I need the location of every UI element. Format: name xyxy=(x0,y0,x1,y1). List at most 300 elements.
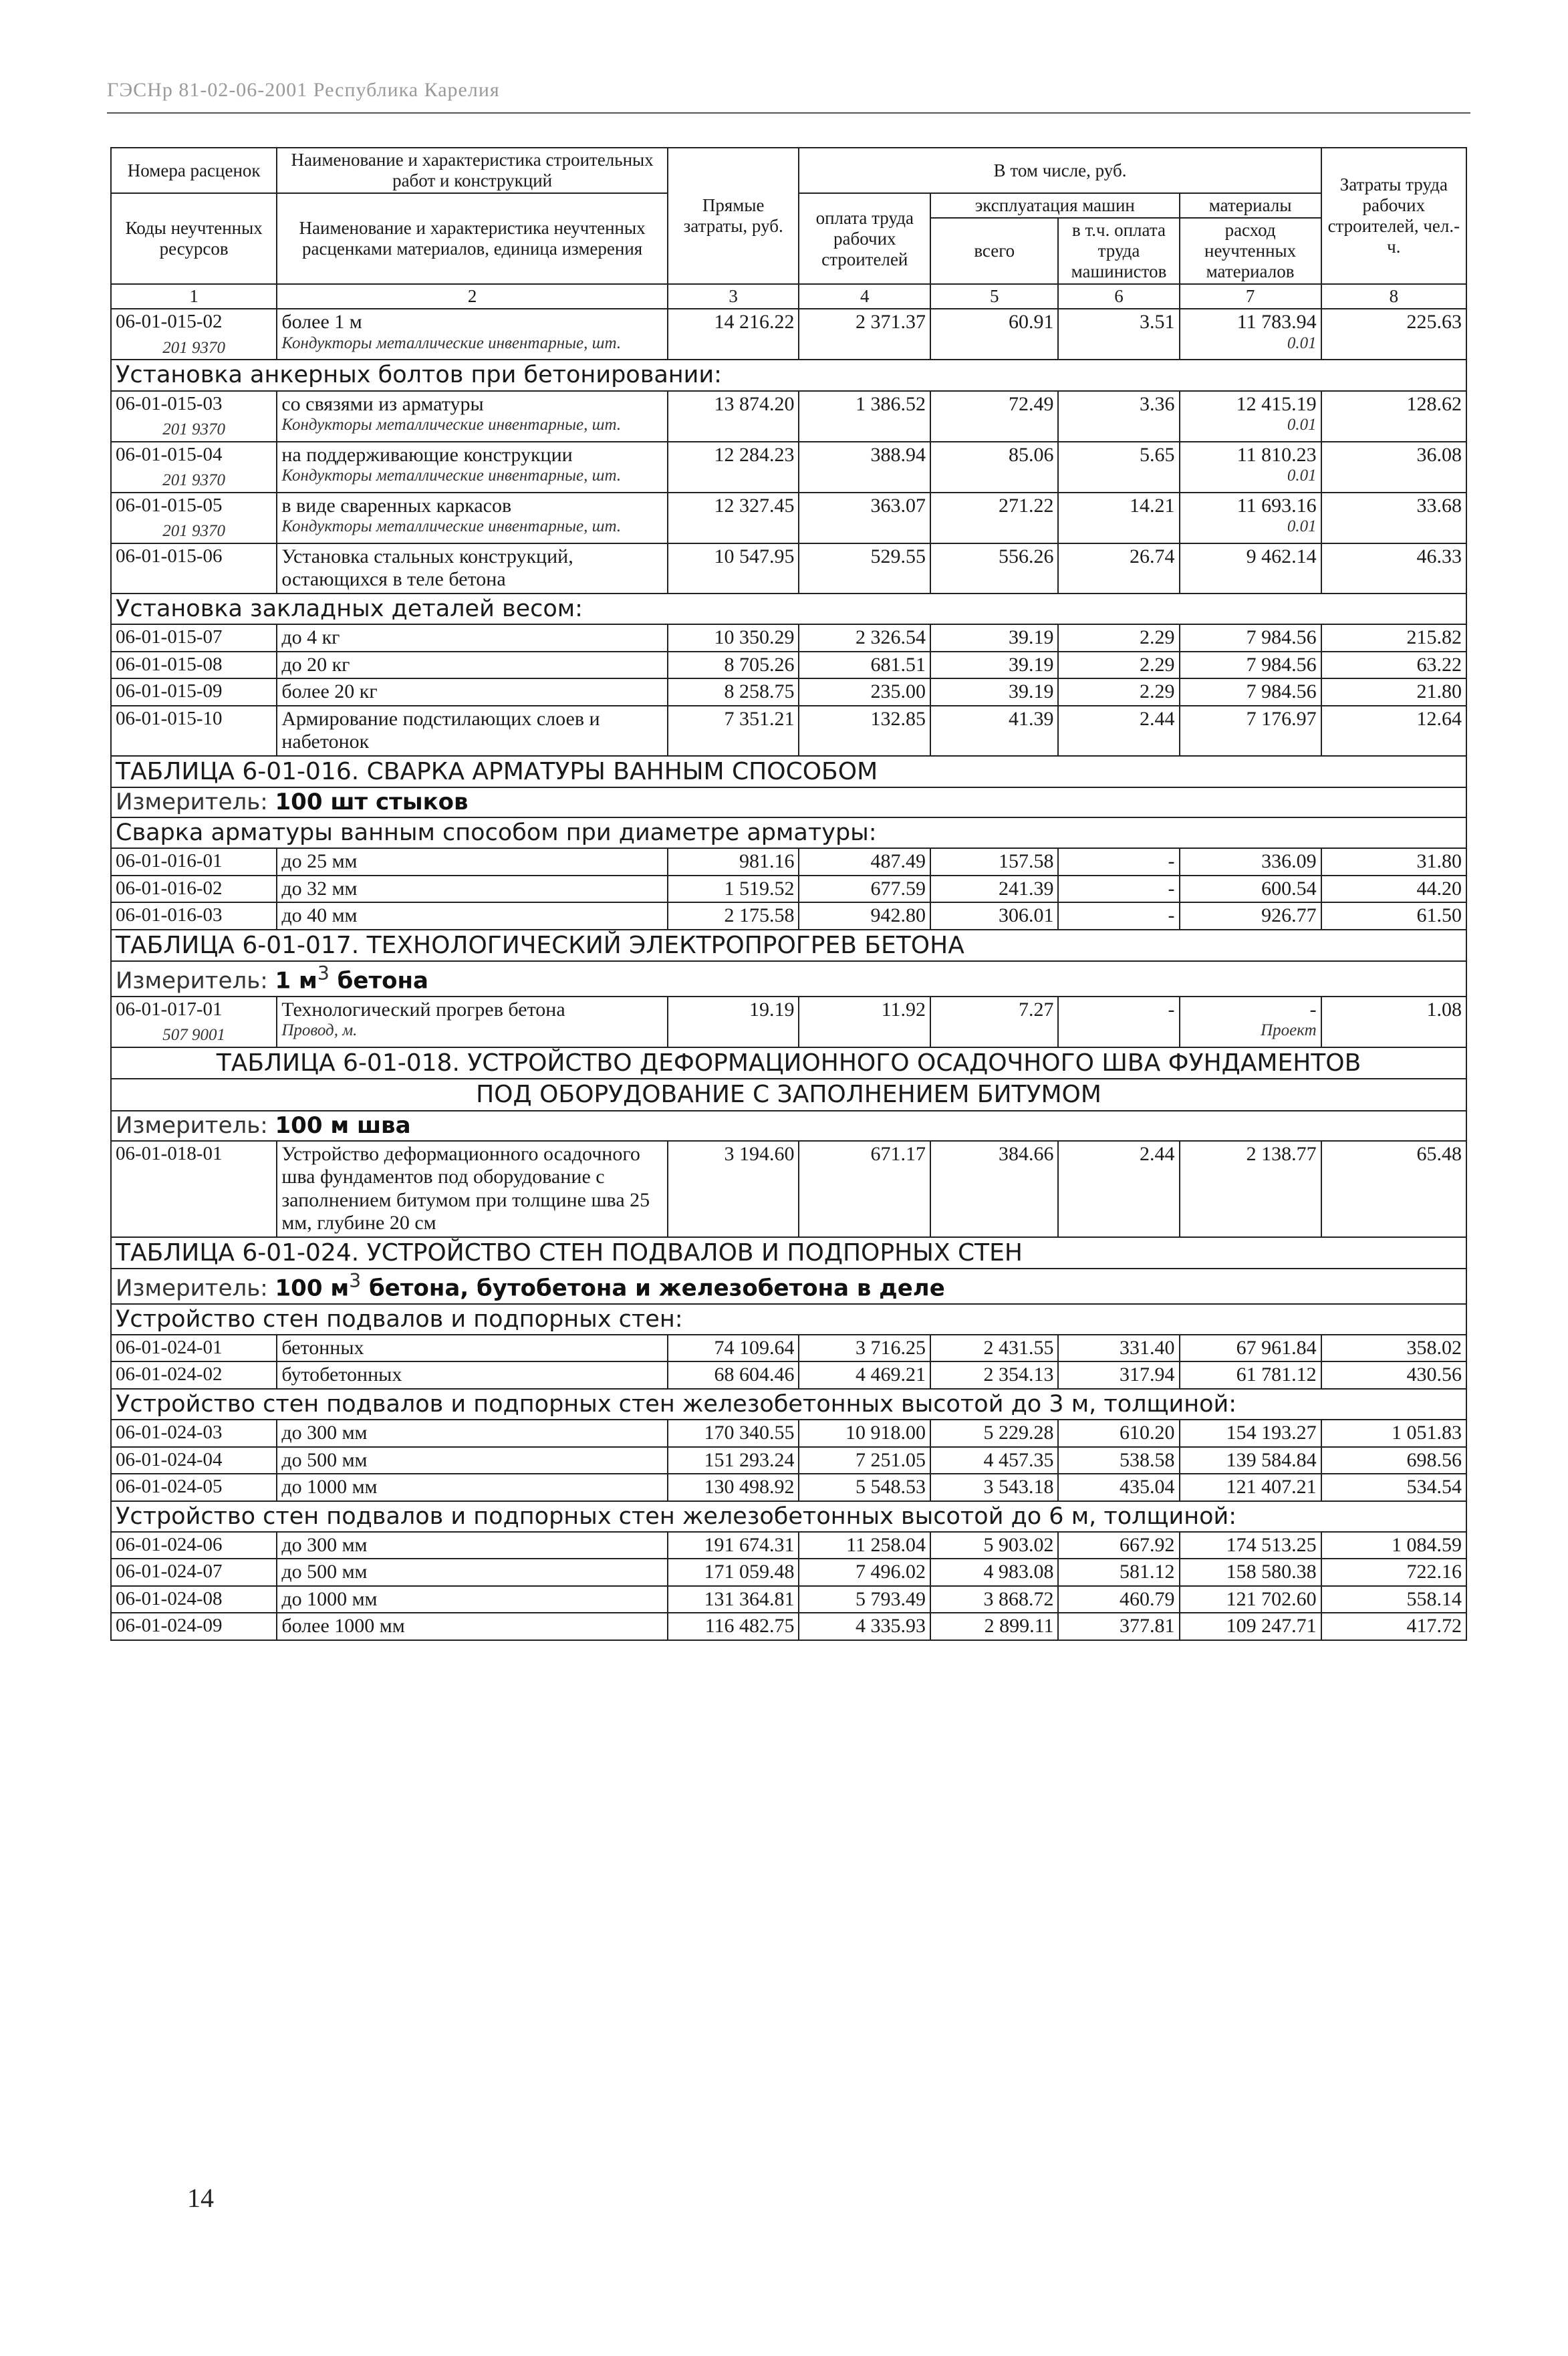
machine-cost-cell-value: 157.58 xyxy=(998,850,1054,873)
material-cost-cell xyxy=(1180,1447,1321,1474)
direct-cost-cell xyxy=(668,902,799,930)
direct-cost-cell xyxy=(668,391,799,442)
rate-code: 06-01-024-08 xyxy=(116,1587,223,1609)
header-resource-codes: Коды неучтенных ресурсов xyxy=(111,193,277,284)
work-name: Устройство деформационного осадочного шва фундаментов под оборудование с заполнением битумом при толщине шва 25 мм, глубине 20 см xyxy=(281,1142,650,1234)
machine-cost-cell xyxy=(930,543,1058,594)
operator-wage-cell xyxy=(1058,1559,1179,1586)
rate-code: 06-01-024-01 xyxy=(116,1336,223,1358)
material-cost-cell xyxy=(1180,848,1321,876)
work-name: более 20 кг xyxy=(281,680,378,703)
machine-cost-cell xyxy=(930,391,1058,442)
table-title-row xyxy=(111,930,1466,961)
labor-hours-cell-value: 44.20 xyxy=(1416,877,1462,900)
work-name-cell xyxy=(277,1586,668,1613)
labor-hours-cell xyxy=(1321,1141,1466,1237)
labor-hours-cell-value: 534.54 xyxy=(1406,1476,1462,1498)
operator-wage-cell-value: 2.29 xyxy=(1140,626,1175,649)
rate-code-cell xyxy=(111,1474,277,1501)
rate-code-cell xyxy=(111,652,277,679)
table-row xyxy=(111,706,1466,756)
direct-cost-cell-value: 8 705.26 xyxy=(724,653,795,676)
labor-wage-cell-value: 11 258.04 xyxy=(846,1533,926,1556)
operator-wage-cell-value: - xyxy=(1168,998,1175,1021)
operator-wage-cell xyxy=(1058,1361,1179,1389)
header-machines-total: всего xyxy=(930,218,1058,284)
labor-hours-cell xyxy=(1321,1532,1466,1559)
rate-code-cell xyxy=(111,997,277,1047)
operator-wage-cell xyxy=(1058,1141,1179,1237)
machine-cost-cell xyxy=(930,1420,1058,1447)
table-row xyxy=(111,1141,1466,1237)
section-heading: Установка анкерных болтов при бетонировании: xyxy=(111,360,1466,390)
material-cost-cell-value: 600.54 xyxy=(1261,877,1317,900)
machine-cost-cell xyxy=(930,493,1058,543)
header-operator-wages: в т.ч. оплата труда машинистов xyxy=(1058,218,1179,284)
labor-hours-cell-value: 430.56 xyxy=(1406,1363,1462,1386)
direct-cost-cell-value: 981.16 xyxy=(739,850,795,873)
rate-code: 06-01-024-09 xyxy=(116,1615,223,1637)
direct-cost-cell xyxy=(668,1361,799,1389)
machine-cost-cell xyxy=(930,706,1058,756)
rate-code: 06-01-024-07 xyxy=(116,1561,223,1583)
labor-wage-cell xyxy=(799,1361,930,1389)
table-row xyxy=(111,624,1466,652)
direct-cost-cell-value: 12 284.23 xyxy=(714,443,795,466)
work-name-cell xyxy=(277,1447,668,1474)
material-cost-cell xyxy=(1180,997,1321,1047)
machine-cost-cell xyxy=(930,876,1058,903)
labor-wage-cell xyxy=(799,543,930,594)
operator-wage-cell-value: 26.74 xyxy=(1130,545,1175,567)
labor-wage-cell xyxy=(799,1141,930,1237)
labor-hours-cell xyxy=(1321,1447,1466,1474)
running-header: ГЭСНр 81-02-06-2001 Республика Карелия xyxy=(107,79,500,101)
work-name: в виде сваренных каркасов xyxy=(281,494,512,517)
resource-quantity: 0.01 xyxy=(1287,467,1317,485)
rate-code: 06-01-015-04 xyxy=(116,443,223,465)
machine-cost-cell xyxy=(930,1447,1058,1474)
labor-wage-cell xyxy=(799,876,930,903)
rate-code-cell xyxy=(111,1586,277,1613)
header-labor-wages: оплата труда рабочих строителей xyxy=(799,193,930,284)
work-name: на поддерживающие конструкции xyxy=(281,443,573,466)
labor-hours-cell xyxy=(1321,309,1466,360)
labor-wage-cell xyxy=(799,997,930,1047)
section-heading: Сварка арматуры ванным способом при диаметре арматуры: xyxy=(111,817,1466,848)
meter-value: 100 м шва xyxy=(275,1111,411,1139)
operator-wage-cell xyxy=(1058,1447,1179,1474)
labor-wage-cell-value: 7 251.05 xyxy=(856,1448,926,1471)
header-including-group: В том числе, руб. xyxy=(799,148,1321,193)
resource-code: 201 9370 xyxy=(162,420,226,439)
labor-hours-cell xyxy=(1321,902,1466,930)
machine-cost-cell-value: 271.22 xyxy=(998,494,1054,517)
operator-wage-cell-value: 3.36 xyxy=(1140,392,1175,415)
machine-cost-cell-value: 2 431.55 xyxy=(983,1336,1054,1359)
rate-code-cell xyxy=(111,678,277,706)
material-cost-cell xyxy=(1180,1532,1321,1559)
resource-name: Кондукторы металлические инвентарные, шт. xyxy=(281,416,622,434)
meter-superscript: 3 xyxy=(349,1270,362,1293)
labor-hours-cell xyxy=(1321,678,1466,706)
machine-cost-cell-value: 85.06 xyxy=(1008,443,1054,466)
header-unaccounted-materials: расход неучтенных материалов xyxy=(1180,218,1321,284)
rate-code: 06-01-015-03 xyxy=(116,392,223,414)
labor-wage-cell-value: 942.80 xyxy=(870,904,926,927)
material-cost-cell-value: 121 407.21 xyxy=(1226,1476,1317,1498)
table-body xyxy=(111,309,1466,1640)
direct-cost-cell-value: 8 258.75 xyxy=(724,680,795,703)
work-name-cell xyxy=(277,543,668,594)
labor-hours-cell xyxy=(1321,624,1466,652)
operator-wage-cell xyxy=(1058,1335,1179,1362)
meter-value: 1 м xyxy=(275,967,317,995)
direct-cost-cell xyxy=(668,493,799,543)
machine-cost-cell xyxy=(930,902,1058,930)
material-cost-cell-value: 336.09 xyxy=(1261,850,1317,873)
labor-wage-cell-value: 529.55 xyxy=(870,545,926,567)
rate-code: 06-01-016-03 xyxy=(116,904,223,926)
unit-of-measure xyxy=(111,787,1466,817)
operator-wage-cell-value: 667.92 xyxy=(1120,1533,1175,1556)
work-name: до 4 кг xyxy=(281,626,340,649)
direct-cost-cell-value: 151 293.24 xyxy=(704,1448,795,1471)
machine-cost-cell-value: 3 868.72 xyxy=(983,1587,1054,1610)
operator-wage-cell-value: 3.51 xyxy=(1140,311,1175,334)
work-name: Технологический прогрев бетона xyxy=(281,998,565,1021)
labor-hours-cell-value: 31.80 xyxy=(1416,850,1462,873)
material-cost-cell-value: 7 984.56 xyxy=(1246,626,1317,649)
rate-code: 06-01-015-09 xyxy=(116,680,223,702)
direct-cost-cell-value: 10 547.95 xyxy=(714,545,795,567)
machine-cost-cell-value: 241.39 xyxy=(998,877,1054,900)
operator-wage-cell-value: 377.81 xyxy=(1120,1615,1175,1638)
rate-code: 06-01-024-06 xyxy=(116,1533,223,1555)
column-number: 6 xyxy=(1058,284,1179,309)
material-cost-cell-value: 12 415.19 xyxy=(1236,392,1317,415)
direct-cost-cell xyxy=(668,1559,799,1586)
machine-cost-cell-value: 2 354.13 xyxy=(983,1363,1054,1386)
work-name-cell xyxy=(277,442,668,493)
work-name: до 500 мм xyxy=(281,1448,368,1471)
rate-code: 06-01-024-05 xyxy=(116,1476,223,1498)
direct-cost-cell-value: 7 351.21 xyxy=(724,707,795,730)
machine-cost-cell xyxy=(930,1141,1058,1237)
labor-hours-cell-value: 65.48 xyxy=(1416,1142,1462,1165)
section-row xyxy=(111,1389,1466,1420)
section-heading: Устройство стен подвалов и подпорных стен железобетонных высотой до 3 м, толщиной: xyxy=(111,1389,1466,1420)
operator-wage-cell-value: 435.04 xyxy=(1120,1476,1175,1498)
labor-wage-cell xyxy=(799,1586,930,1613)
material-cost-cell xyxy=(1180,652,1321,679)
work-name: до 32 мм xyxy=(281,877,358,900)
labor-hours-cell-value: 61.50 xyxy=(1416,904,1462,927)
rate-code-cell xyxy=(111,391,277,442)
operator-wage-cell-value: 610.20 xyxy=(1120,1422,1175,1444)
material-cost-cell-value: 174 513.25 xyxy=(1226,1533,1317,1556)
material-cost-cell-value: 11 783.94 xyxy=(1236,311,1317,334)
table-row xyxy=(111,442,1466,493)
labor-hours-cell-value: 36.08 xyxy=(1416,443,1462,466)
resource-quantity: 0.01 xyxy=(1287,334,1317,352)
direct-cost-cell-value: 19.19 xyxy=(749,998,795,1021)
material-cost-cell-value: 2 138.77 xyxy=(1246,1142,1317,1165)
material-cost-cell-value: 9 462.14 xyxy=(1246,545,1317,567)
labor-wage-cell-value: 4 469.21 xyxy=(856,1363,926,1386)
table-row xyxy=(111,678,1466,706)
operator-wage-cell-value: - xyxy=(1168,850,1175,873)
table-row xyxy=(111,876,1466,903)
work-name: до 1000 мм xyxy=(281,1476,378,1498)
resource-code: 201 9370 xyxy=(162,338,226,357)
labor-wage-cell-value: 132.85 xyxy=(870,707,926,730)
table-row xyxy=(111,1586,1466,1613)
direct-cost-cell-value: 74 109.64 xyxy=(714,1336,795,1359)
labor-wage-cell xyxy=(799,493,930,543)
section-row xyxy=(111,817,1466,848)
labor-wage-cell xyxy=(799,1447,930,1474)
labor-wage-cell-value: 2 371.37 xyxy=(856,311,926,334)
direct-cost-cell xyxy=(668,1532,799,1559)
work-name-cell xyxy=(277,1474,668,1501)
table-row xyxy=(111,1420,1466,1447)
meter-row xyxy=(111,787,1466,817)
operator-wage-cell xyxy=(1058,902,1179,930)
material-cost-cell-value: - xyxy=(1309,998,1317,1021)
material-cost-cell-value: 139 584.84 xyxy=(1226,1448,1317,1471)
material-cost-cell xyxy=(1180,1335,1321,1362)
resource-name: Кондукторы металлические инвентарные, шт. xyxy=(281,334,622,352)
operator-wage-cell-value: - xyxy=(1168,904,1175,927)
rate-code: 06-01-015-07 xyxy=(116,626,223,648)
work-name-cell xyxy=(277,706,668,756)
operator-wage-cell-value: 331.40 xyxy=(1120,1336,1175,1359)
operator-wage-cell-value: 317.94 xyxy=(1120,1363,1175,1386)
machine-cost-cell xyxy=(930,1532,1058,1559)
table-018-title-line2: ПОД ОБОРУДОВАНИЕ С ЗАПОЛНЕНИЕМ БИТУМОМ xyxy=(111,1079,1466,1110)
operator-wage-cell xyxy=(1058,1613,1179,1640)
table-018-title-line1: ТАБЛИЦА 6-01-018. УСТРОЙСТВО ДЕФОРМАЦИОННОГО ОСАДОЧНОГО ШВА ФУНДАМЕНТОВ xyxy=(111,1047,1466,1079)
direct-cost-cell xyxy=(668,876,799,903)
unit-of-measure xyxy=(111,1111,1466,1141)
table-row xyxy=(111,1613,1466,1640)
table-row xyxy=(111,493,1466,543)
operator-wage-cell xyxy=(1058,391,1179,442)
rate-code: 06-01-016-01 xyxy=(116,850,223,872)
meter-row xyxy=(111,1111,1466,1141)
labor-hours-cell-value: 1 051.83 xyxy=(1392,1422,1462,1444)
operator-wage-cell xyxy=(1058,997,1179,1047)
operator-wage-cell xyxy=(1058,876,1179,903)
rate-code: 06-01-015-05 xyxy=(116,494,223,516)
labor-hours-cell xyxy=(1321,442,1466,493)
column-number: 3 xyxy=(668,284,799,309)
material-cost-cell-value: 61 781.12 xyxy=(1236,1363,1317,1386)
material-cost-cell xyxy=(1180,1559,1321,1586)
labor-hours-cell-value: 558.14 xyxy=(1406,1587,1462,1610)
machine-cost-cell-value: 39.19 xyxy=(1008,653,1054,676)
table-017-title: ТАБЛИЦА 6-01-017. ТЕХНОЛОГИЧЕСКИЙ ЭЛЕКТРОПРОГРЕВ БЕТОНА xyxy=(111,930,1466,961)
material-cost-cell xyxy=(1180,678,1321,706)
work-name: Армирование подстилающих слоев и набетонок xyxy=(281,707,600,753)
operator-wage-cell xyxy=(1058,442,1179,493)
labor-wage-cell xyxy=(799,1559,930,1586)
labor-wage-cell xyxy=(799,902,930,930)
labor-hours-cell-value: 1.08 xyxy=(1426,998,1462,1021)
machine-cost-cell xyxy=(930,1335,1058,1362)
meter-value: 100 шт стыков xyxy=(275,789,469,816)
material-cost-cell-value: 11 810.23 xyxy=(1236,443,1317,466)
direct-cost-cell xyxy=(668,442,799,493)
material-cost-cell-value: 154 193.27 xyxy=(1226,1422,1317,1444)
header-labor-hours: Затраты труда рабочих строителей, чел.-ч. xyxy=(1321,148,1466,284)
direct-cost-cell xyxy=(668,997,799,1047)
direct-cost-cell xyxy=(668,1141,799,1237)
direct-cost-cell xyxy=(668,1335,799,1362)
table-title-row xyxy=(111,756,1466,787)
work-name: до 40 мм xyxy=(281,904,358,927)
material-cost-cell xyxy=(1180,1420,1321,1447)
work-name-cell xyxy=(277,391,668,442)
work-name-cell xyxy=(277,1141,668,1237)
machine-cost-cell xyxy=(930,848,1058,876)
labor-hours-cell xyxy=(1321,1586,1466,1613)
material-cost-cell-value: 926.77 xyxy=(1261,904,1317,927)
machine-cost-cell-value: 4 983.08 xyxy=(983,1561,1054,1583)
direct-cost-cell-value: 68 604.46 xyxy=(714,1363,795,1386)
material-cost-cell-value: 67 961.84 xyxy=(1236,1336,1317,1359)
rate-code: 06-01-015-06 xyxy=(116,545,223,567)
direct-cost-cell xyxy=(668,848,799,876)
machine-cost-cell-value: 306.01 xyxy=(998,904,1054,927)
operator-wage-cell xyxy=(1058,678,1179,706)
labor-wage-cell-value: 681.51 xyxy=(870,653,926,676)
labor-wage-cell-value: 3 716.25 xyxy=(856,1336,926,1359)
material-cost-cell xyxy=(1180,391,1321,442)
direct-cost-cell-value: 10 350.29 xyxy=(714,626,795,649)
rate-code-cell xyxy=(111,876,277,903)
material-cost-cell xyxy=(1180,442,1321,493)
operator-wage-cell xyxy=(1058,493,1179,543)
resource-name: Кондукторы металлические инвентарные, шт. xyxy=(281,467,622,485)
labor-wage-cell-value: 1 386.52 xyxy=(856,392,926,415)
rate-code: 06-01-017-01 xyxy=(116,998,223,1020)
rate-code: 06-01-018-01 xyxy=(116,1142,223,1164)
direct-cost-cell-value: 2 175.58 xyxy=(724,904,795,927)
column-number: 5 xyxy=(930,284,1058,309)
operator-wage-cell-value: 14.21 xyxy=(1130,494,1175,517)
labor-wage-cell-value: 677.59 xyxy=(870,877,926,900)
work-name: более 1000 мм xyxy=(281,1615,405,1638)
material-cost-cell xyxy=(1180,1141,1321,1237)
machine-cost-cell xyxy=(930,1559,1058,1586)
direct-cost-cell-value: 14 216.22 xyxy=(714,311,795,334)
operator-wage-cell-value: 581.12 xyxy=(1120,1561,1175,1583)
header-direct-costs: Прямые затраты, руб. xyxy=(668,148,799,284)
section-row xyxy=(111,360,1466,390)
labor-hours-cell xyxy=(1321,1420,1466,1447)
material-cost-cell-value: 7 984.56 xyxy=(1246,653,1317,676)
machine-cost-cell xyxy=(930,652,1058,679)
machine-cost-cell xyxy=(930,1474,1058,1501)
material-cost-cell xyxy=(1180,309,1321,360)
rate-code-cell xyxy=(111,1335,277,1362)
operator-wage-cell xyxy=(1058,1420,1179,1447)
labor-hours-cell xyxy=(1321,1335,1466,1362)
rate-code-cell xyxy=(111,848,277,876)
column-number: 8 xyxy=(1321,284,1466,309)
column-number: 1 xyxy=(111,284,277,309)
labor-hours-cell xyxy=(1321,391,1466,442)
labor-wage-cell-value: 235.00 xyxy=(870,680,926,703)
labor-hours-cell xyxy=(1321,1559,1466,1586)
labor-hours-cell-value: 12.64 xyxy=(1416,707,1462,730)
work-name: бетонных xyxy=(281,1336,364,1359)
labor-hours-cell-value: 417.72 xyxy=(1406,1615,1462,1638)
rate-code-cell xyxy=(111,1613,277,1640)
labor-hours-cell-value: 1 084.59 xyxy=(1392,1533,1462,1556)
labor-hours-cell xyxy=(1321,848,1466,876)
column-number: 2 xyxy=(277,284,668,309)
labor-hours-cell-value: 698.56 xyxy=(1406,1448,1462,1471)
header-work-description: Наименование и характеристика строительных работ и конструкций xyxy=(277,148,668,193)
page-number: 14 xyxy=(187,2183,214,2213)
table-row xyxy=(111,1474,1466,1501)
rate-code: 06-01-015-10 xyxy=(116,707,223,729)
machine-cost-cell xyxy=(930,1361,1058,1389)
direct-cost-cell-value: 131 364.81 xyxy=(704,1587,795,1610)
rate-code-cell xyxy=(111,1559,277,1586)
rate-code-cell xyxy=(111,902,277,930)
labor-hours-cell xyxy=(1321,1613,1466,1640)
table-row xyxy=(111,1559,1466,1586)
rates-table-wrapper xyxy=(110,147,1467,1641)
labor-wage-cell-value: 487.49 xyxy=(870,850,926,873)
meter-suffix: бетона, бутобетона и железобетона в деле xyxy=(361,1275,945,1302)
work-name-cell xyxy=(277,1559,668,1586)
rate-code-cell xyxy=(111,1141,277,1237)
section-heading: Устройство стен подвалов и подпорных стен железобетонных высотой до 6 м, толщиной: xyxy=(111,1501,1466,1532)
labor-wage-cell xyxy=(799,1532,930,1559)
material-cost-cell-value: 158 580.38 xyxy=(1226,1561,1317,1583)
operator-wage-cell-value: 2.29 xyxy=(1140,680,1175,703)
work-name: более 1 м xyxy=(281,311,362,334)
work-name: Установка стальных конструкций, остающихся в теле бетона xyxy=(281,545,573,591)
labor-wage-cell xyxy=(799,309,930,360)
table-row xyxy=(111,391,1466,442)
operator-wage-cell-value: 2.44 xyxy=(1140,1142,1175,1165)
operator-wage-cell-value: 2.44 xyxy=(1140,707,1175,730)
material-cost-cell xyxy=(1180,1474,1321,1501)
direct-cost-cell xyxy=(668,1447,799,1474)
direct-cost-cell-value: 3 194.60 xyxy=(724,1142,795,1165)
machine-cost-cell-value: 4 457.35 xyxy=(983,1448,1054,1471)
table-row xyxy=(111,848,1466,876)
machine-cost-cell-value: 3 543.18 xyxy=(983,1476,1054,1498)
direct-cost-cell-value: 13 874.20 xyxy=(714,392,795,415)
column-number: 7 xyxy=(1180,284,1321,309)
operator-wage-cell xyxy=(1058,1586,1179,1613)
labor-wage-cell xyxy=(799,1613,930,1640)
work-name: до 300 мм xyxy=(281,1533,368,1556)
table-row xyxy=(111,902,1466,930)
section-row xyxy=(111,1501,1466,1532)
work-name-cell xyxy=(277,652,668,679)
work-name-cell xyxy=(277,848,668,876)
labor-hours-cell xyxy=(1321,543,1466,594)
direct-cost-cell xyxy=(668,678,799,706)
